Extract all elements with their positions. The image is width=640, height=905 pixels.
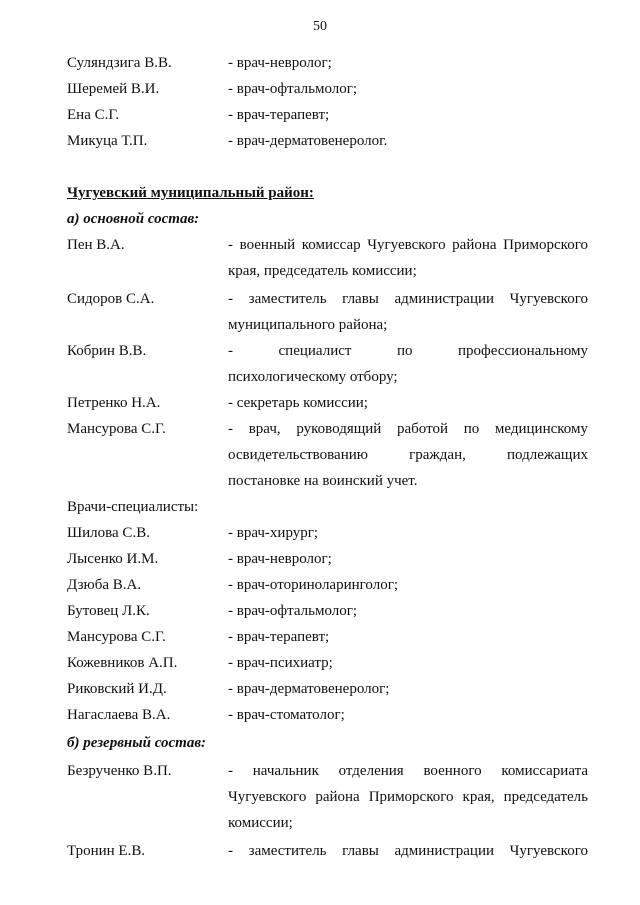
list-item	[67, 650, 588, 676]
person-role: - врач-офтальмолог;	[228, 603, 358, 619]
list-item	[67, 102, 588, 128]
list-item	[67, 758, 588, 836]
page-number: 50	[313, 19, 327, 34]
person-role: - врач-психиатр;	[228, 655, 333, 671]
person-role: - врач-оториноларинголог;	[228, 577, 399, 593]
person-role: - врач-хирург;	[228, 525, 319, 541]
person-name: Сидоров С.А.	[67, 291, 155, 307]
district-title: Чугуевский муниципальный район:	[67, 185, 314, 201]
person-role: - специалист по профессиональному психологическому отбору;	[228, 343, 588, 385]
reserve-composition-title: б) резервный состав:	[67, 735, 207, 751]
person-name: Дзюба В.А.	[67, 577, 142, 593]
person-role: - врач-офтальмолог;	[228, 81, 358, 97]
person-name: Кожевников А.П.	[67, 655, 178, 671]
list-item	[67, 572, 588, 598]
list-item	[67, 598, 588, 624]
person-name: Безрученко В.П.	[67, 763, 172, 779]
person-name: Ена С.Г.	[67, 107, 120, 123]
person-name: Микуца Т.П.	[67, 133, 148, 149]
list-item	[67, 286, 588, 338]
person-name: Пен В.А.	[67, 237, 125, 253]
person-role: - заместитель главы администрации Чугуевского	[228, 843, 588, 859]
person-name: Мансурова С.Г.	[67, 421, 166, 437]
person-role: - секретарь комиссии;	[228, 395, 368, 411]
list-item	[67, 702, 588, 728]
list-item	[67, 676, 588, 702]
list-item	[67, 416, 588, 494]
person-name: Мансурова С.Г.	[67, 629, 166, 645]
list-item	[67, 546, 588, 572]
list-item	[67, 76, 588, 102]
list-item	[67, 50, 588, 76]
person-name: Нагаслаева В.А.	[67, 707, 171, 723]
person-name: Бутовец Л.К.	[67, 603, 150, 619]
specialists-title: Врачи-специалисты:	[67, 499, 199, 515]
person-role: - врач-дерматовенеролог.	[228, 133, 388, 149]
person-name: Лысенко И.М.	[67, 551, 159, 567]
list-item	[67, 520, 588, 546]
person-role: - врач-невролог;	[228, 551, 332, 567]
person-name: Риковский И.Д.	[67, 681, 167, 697]
list-item	[67, 390, 588, 416]
person-name: Кобрин В.В.	[67, 343, 147, 359]
list-item	[67, 624, 588, 650]
person-role: - врач-дерматовенеролог;	[228, 681, 390, 697]
list-item	[67, 232, 588, 284]
person-name: Петренко Н.А.	[67, 395, 161, 411]
person-role: - заместитель главы администрации Чугуевского муниципального района;	[228, 291, 588, 333]
person-role: - врач-терапевт;	[228, 629, 330, 645]
list-item	[67, 128, 588, 154]
list-item	[67, 338, 588, 390]
person-role: - начальник отделения военного комиссариата Чугуевского района Приморского края, председатель комиссии;	[228, 763, 588, 831]
person-role: - врач-терапевт;	[228, 107, 330, 123]
person-role: - военный комиссар Чугуевского района Приморского края, председатель комиссии;	[228, 237, 588, 279]
person-role: - врач, руководящий работой по медицинскому освидетельствованию граждан, подлежащих постановке на воинский учет.	[228, 421, 588, 489]
list-item	[67, 838, 588, 864]
person-role: - врач-стоматолог;	[228, 707, 345, 723]
main-composition-title: а) основной состав:	[67, 211, 200, 227]
person-name: Шеремей В.И.	[67, 81, 160, 97]
person-name: Шилова С.В.	[67, 525, 150, 541]
person-name: Суляндзига В.В.	[67, 55, 172, 71]
person-role: - врач-невролог;	[228, 55, 332, 71]
person-name: Тронин Е.В.	[67, 843, 146, 859]
